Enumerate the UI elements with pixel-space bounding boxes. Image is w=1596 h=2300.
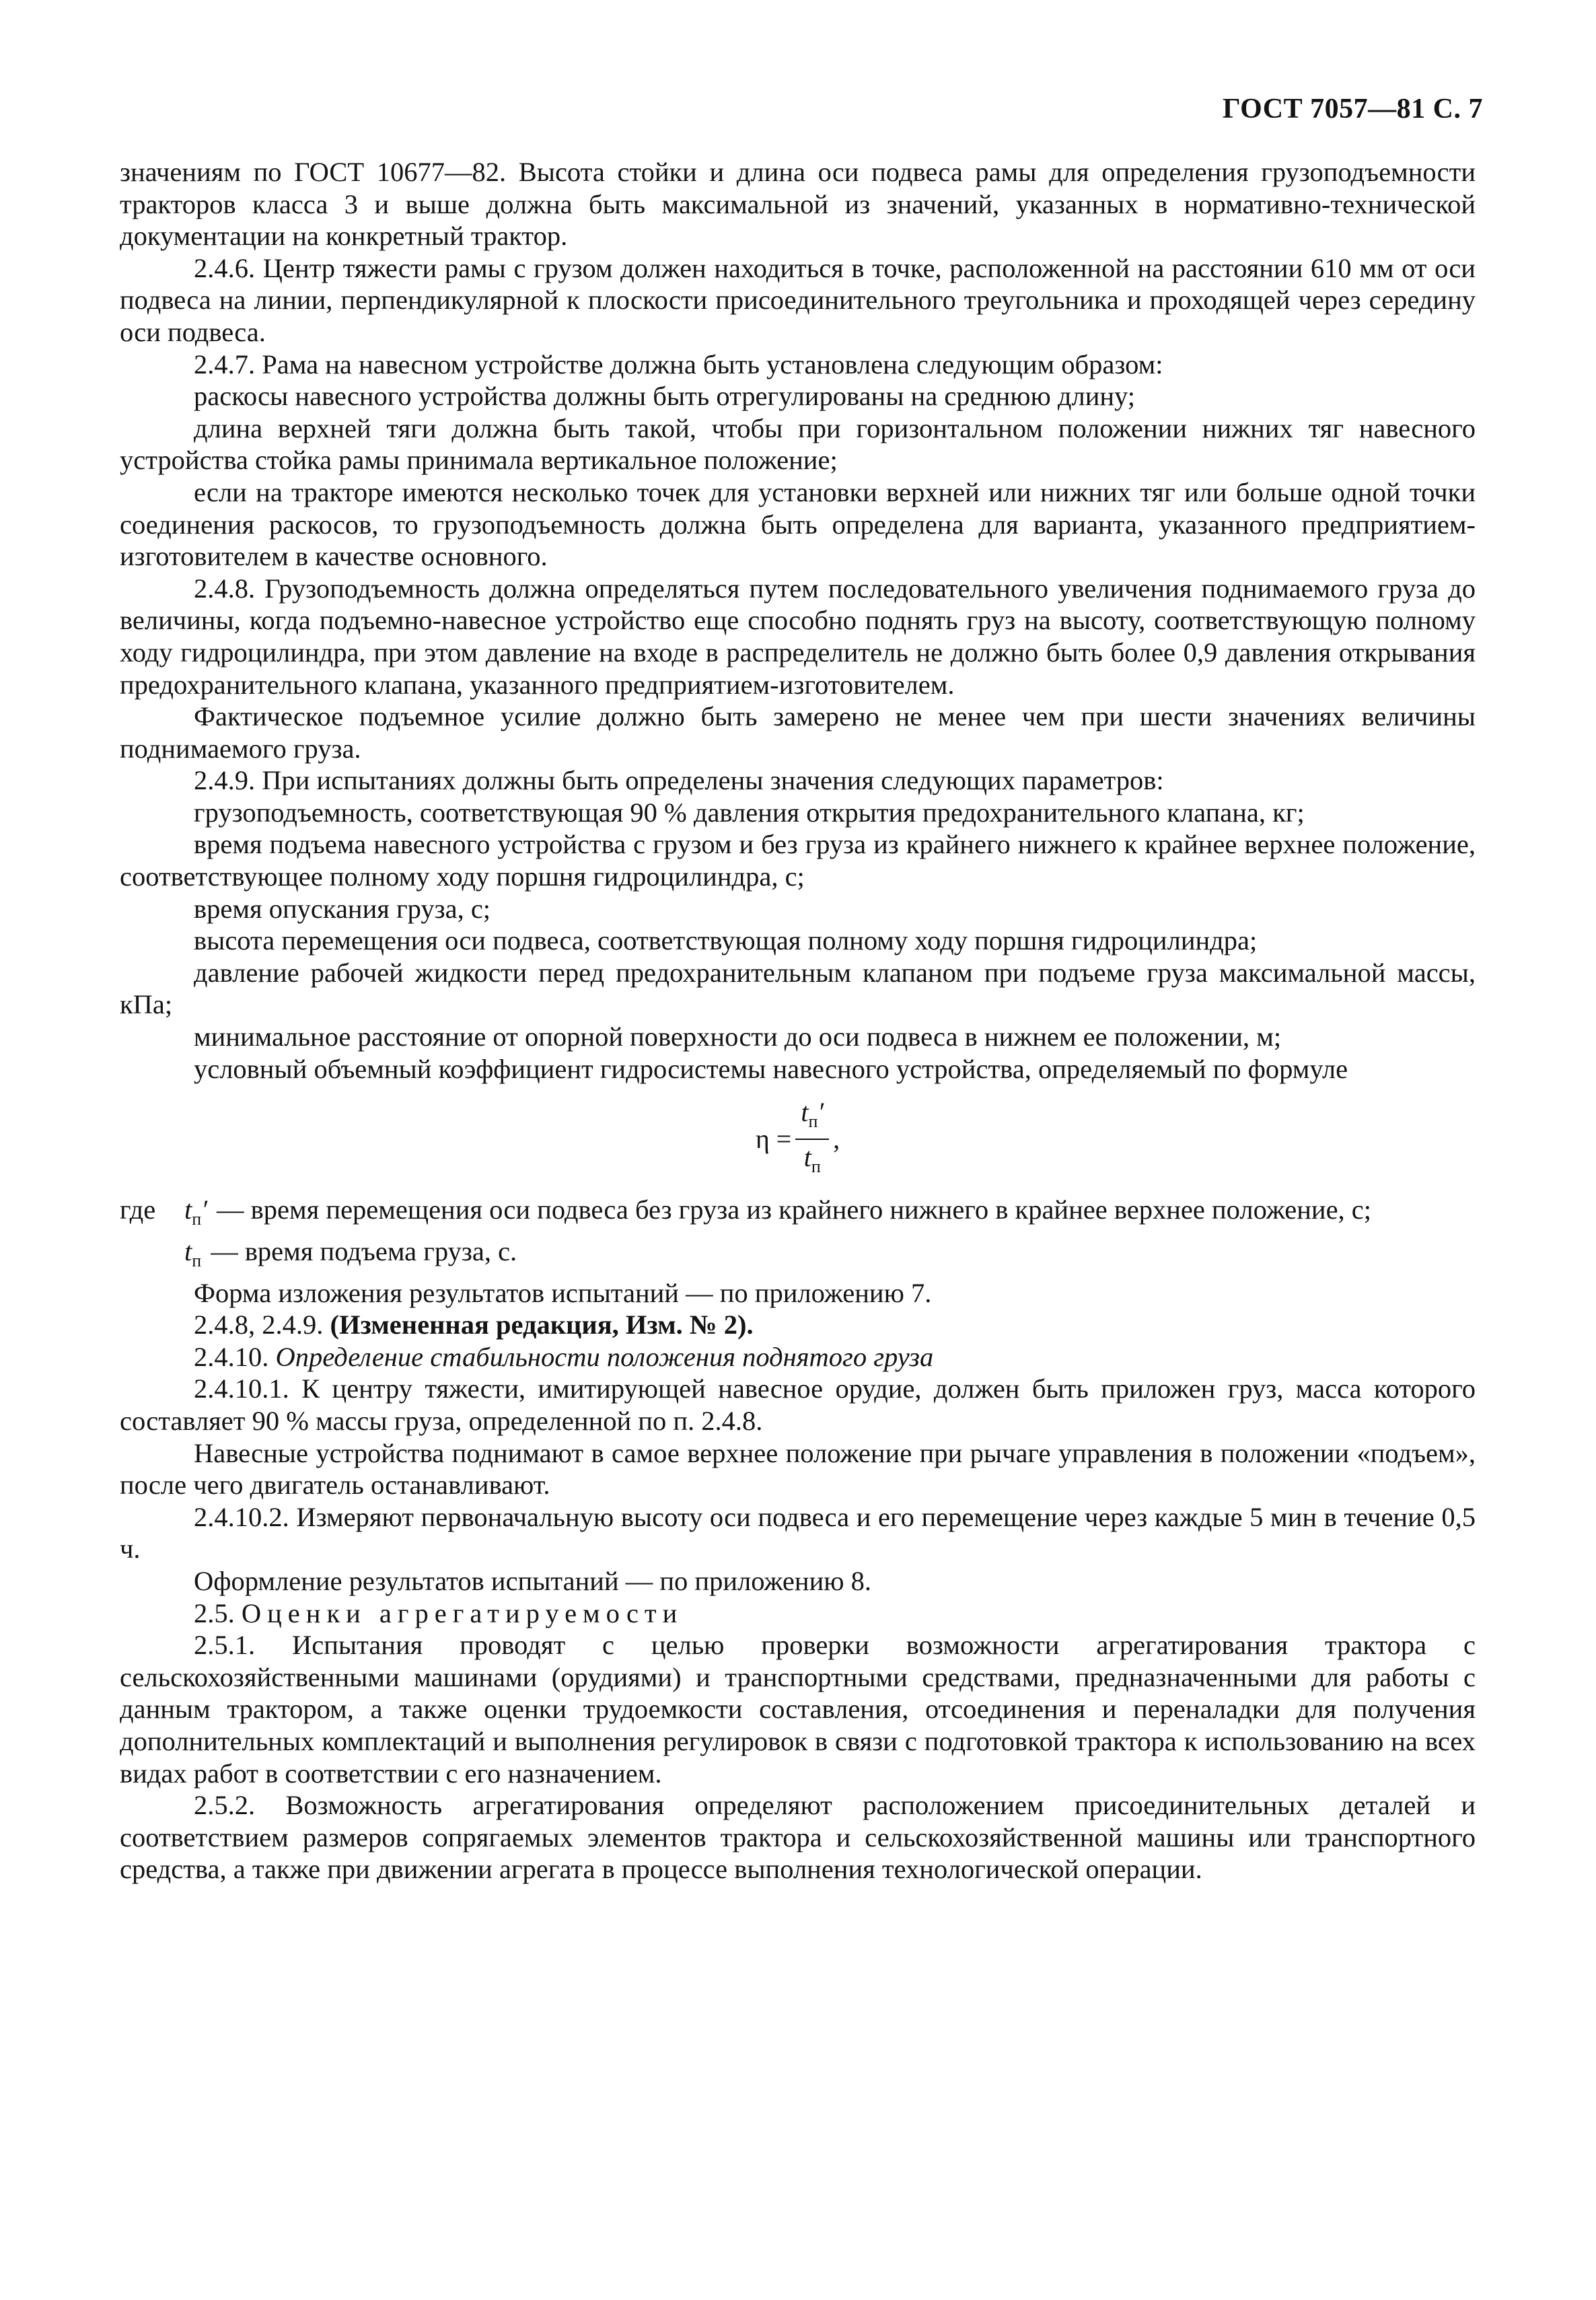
paragraph: если на тракторе имеются несколько точек для установки верхней или нижних тяг или больше одной точки соединения раскосов, то грузоподъемность должна быть определена для варианта, указанного предприятием-изготовителем в качестве основного. (120, 476, 1476, 572)
numerator-prime: ′ (818, 1096, 824, 1127)
section-number: 2.5. (194, 1597, 235, 1628)
paragraph: 2.4.10.2. Измеряют первоначальную высоту оси подвеса и его перемещение через каждые 5 мин в течение 0,5 ч. (120, 1501, 1476, 1565)
section-heading (120, 1341, 1476, 1373)
where-definition: — время подъема груза, с. (211, 1235, 517, 1266)
section-title: Определение стабильности положения поднятого груза (275, 1341, 934, 1372)
where-prime: ′ (201, 1194, 208, 1225)
paragraph: 2.4.9. При испытаниях должны быть определены значения следующих параметров: (194, 765, 1164, 796)
section-heading (120, 1597, 1476, 1630)
paragraph: 2.4.10.1. К центру тяжести, имитирующей навесное орудие, должен быть приложен груз, масса которого составляет 90 % массы груза, определенной по п. 2.4.8. (120, 1373, 1476, 1436)
paragraph: высота перемещения оси подвеса, соответствующая полному ходу поршня гидроцилиндра; (194, 925, 1258, 956)
paragraph: значениям по ГОСТ 10677—82. Высота стойки и длина оси подвеса рамы для определения грузоподъемности тракторов класса 3 и выше должна быть максимальной из значений, указанных в нормативно-технической документации на конкретный трактор. (120, 157, 1476, 252)
numerator-sub: п (808, 1111, 818, 1131)
revision-bold: (Измененная редакция, Изм. № 2). (330, 1309, 754, 1340)
denominator-var: t (803, 1142, 811, 1173)
paragraph: минимальное расстояние от опорной поверхности до оси подвеса в нижнем ее положении, м; (194, 1021, 1282, 1052)
where-sub: п (192, 1209, 202, 1229)
formula-numerator (795, 1096, 829, 1141)
where-symbol (184, 1194, 217, 1235)
revision-note (120, 1309, 1476, 1341)
paragraph: Форма изложения результатов испытаний — по приложению 7. (194, 1277, 932, 1308)
paragraph: 2.5.1. Испытания проводят с целью проверки возможности агрегатирования трактора с сельскохозяйственными машинами (орудиями) и транспортными средствами, предназначенными для работы с данным трактором, а также оценки трудоемкости составления, отсоединения и переналадки для получения дополнительных комплектаций и выполнения регулировок в связи с подготовкой трактора к использованию на всех видах работ в соответствии с его назначением. (120, 1630, 1476, 1789)
body-text (120, 156, 1476, 1885)
section-title: Оценки агрегатируемости (241, 1597, 684, 1628)
paragraph: 2.4.7. Рама на навесном устройстве должна быть установлена следующим образом: (194, 349, 1163, 380)
paragraph: 2.4.8. Грузоподъемность должна определяться путем последовательного увеличения поднимаемого груза до величины, когда подъемно-навесное устройство еще способно поднять груз на высоту, соответствующую полному ходу гидроцилиндра, при этом давление на входе в распределитель не должно быть более 0,9 давления открывания предохранительного клапана, указанного предприятием-изготовителем. (120, 573, 1476, 700)
paragraph: длина верхней тяги должна быть такой, чтобы при горизонтальном положении нижних тяг навесного устройства стойка рамы принимала вертикальное положение; (120, 412, 1476, 476)
formula-denominator (799, 1140, 826, 1183)
paragraph: Фактическое подъемное усилие должно быть замерено не менее чем при шести значениях величины поднимаемого груза. (120, 701, 1476, 764)
where-sub: п (192, 1251, 202, 1270)
formula-fraction (795, 1096, 829, 1183)
where-definitions (120, 1194, 1476, 1277)
where-row-1 (120, 1194, 1476, 1235)
where-definition: — время перемещения оси подвеса без груза из крайнего нижнего в крайнее верхнее положение, с; (217, 1194, 1372, 1225)
where-var: t (184, 1235, 192, 1266)
where-word: где (120, 1194, 156, 1225)
where-symbol (184, 1235, 211, 1277)
paragraph: раскосы навесного устройства должны быть отрегулированы на среднюю длину; (194, 381, 1136, 412)
where-item (184, 1235, 1476, 1277)
where-var: t (184, 1194, 192, 1225)
paragraph: 2.4.6. Центр тяжести рамы с грузом должен находиться в точке, расположенной на расстоянии 610 мм от оси подвеса на линии, перпендикулярной к плоскости присоединительного треугольника и проходящей через середину оси подвеса. (120, 252, 1476, 347)
where-item (184, 1194, 1476, 1235)
formula-tail: , (833, 1124, 840, 1155)
section-number: 2.4.10. (194, 1341, 269, 1372)
paragraph: время подъема навесного устройства с грузом и без груза из крайнего нижнего к крайнее верхнее положение, соответствующее полному ходу поршня гидроцилиндра, с; (120, 829, 1476, 892)
where-spacer (120, 1235, 184, 1277)
where-row-2 (120, 1235, 1476, 1277)
denominator-sub: п (811, 1157, 821, 1177)
revision-ref: 2.4.8, 2.4.9. (194, 1309, 324, 1340)
numerator-var: t (801, 1096, 809, 1127)
paragraph: грузоподъемность, соответствующая 90 % давления открытия предохранительного клапана, кг; (194, 797, 1305, 828)
paragraph: Навесные устройства поднимают в самое верхнее положение при рычаге управления в положении «подъем», после чего двигатель останавливают. (120, 1437, 1476, 1501)
page-header: ГОСТ 7057—81 С. 7 (1222, 94, 1483, 124)
paragraph: условный объемный коэффициент гидросистемы навесного устройства, определяемый по формуле (194, 1053, 1348, 1084)
paragraph: время опускания груза, с; (194, 893, 491, 924)
formula (120, 1085, 1476, 1194)
formula-lhs: η = (755, 1124, 792, 1155)
paragraph: давление рабочей жидкости перед предохранительным клапаном при подъеме груза максимальной массы, кПа; (120, 957, 1476, 1020)
paragraph: 2.5.2. Возможность агрегатирования определяют расположением присоединительных деталей и соответствием размеров сопрягаемых элементов трактора и сельскохозяйственной машины или транспортного средства, а также при движении агрегата в процессе выполнения технологической операции. (120, 1790, 1476, 1885)
paragraph: Оформление результатов испытаний — по приложению 8. (194, 1565, 872, 1596)
